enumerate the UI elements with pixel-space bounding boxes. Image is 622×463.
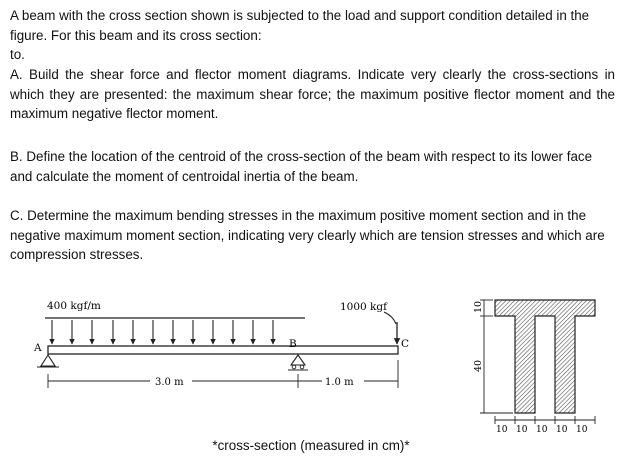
section-height-dimensions (480, 300, 513, 413)
bottom-dim-5: 10 (576, 425, 588, 435)
support-b-roller (288, 355, 308, 370)
bottom-dim-1: 10 (496, 425, 508, 435)
beam (48, 346, 398, 354)
web-height-label: 40 (473, 359, 484, 372)
cross-section-shape (495, 300, 595, 413)
point-a-label: A (34, 342, 42, 354)
span-ab-label: 3.0 m (155, 377, 184, 388)
point-load-label: 1000 kgf (340, 301, 388, 313)
bottom-dim-3: 10 (536, 425, 548, 435)
problem-to-label: to. (10, 47, 25, 62)
point-c-label: C (401, 338, 410, 350)
section-width-dimensions (495, 416, 595, 424)
bottom-dim-4: 10 (556, 425, 568, 435)
support-a-pin (37, 355, 59, 367)
problem-intro: A beam with the cross section shown is subjected to the load and support condition detailed in the figure. For this beam and its cross section: (10, 8, 590, 43)
bottom-dim-2: 10 (516, 425, 528, 435)
part-a-text: A. Build the shear force and flector moment diagrams. Indicate very clearly the cross-sections in which they are presented: the maximum shear force; the maximum positive flector moment and the maximum negative flector moment. (10, 67, 615, 121)
distributed-load-label: 400 kgf/m (47, 300, 101, 312)
span-bc-label: 1.0 m (325, 377, 354, 388)
part-c-text: C. Determine the maximum bending stresses in the maximum positive moment section and in the negative maximum moment section, indicating very clearly which are tension stresses and which are compression stresses. (10, 208, 605, 262)
point-b-label: B (289, 338, 297, 350)
distributed-load (45, 318, 305, 344)
cross-section-caption: *cross-section (measured in cm)* (212, 438, 410, 453)
beam-and-section-figure (0, 280, 622, 463)
point-load-arrow (384, 312, 397, 344)
flange-height-label: 10 (473, 300, 484, 313)
part-b-text: B. Define the location of the centroid of the cross-section of the beam with respect to its lower face and calculate the moment of centroidal inertia of the beam. (10, 149, 593, 184)
